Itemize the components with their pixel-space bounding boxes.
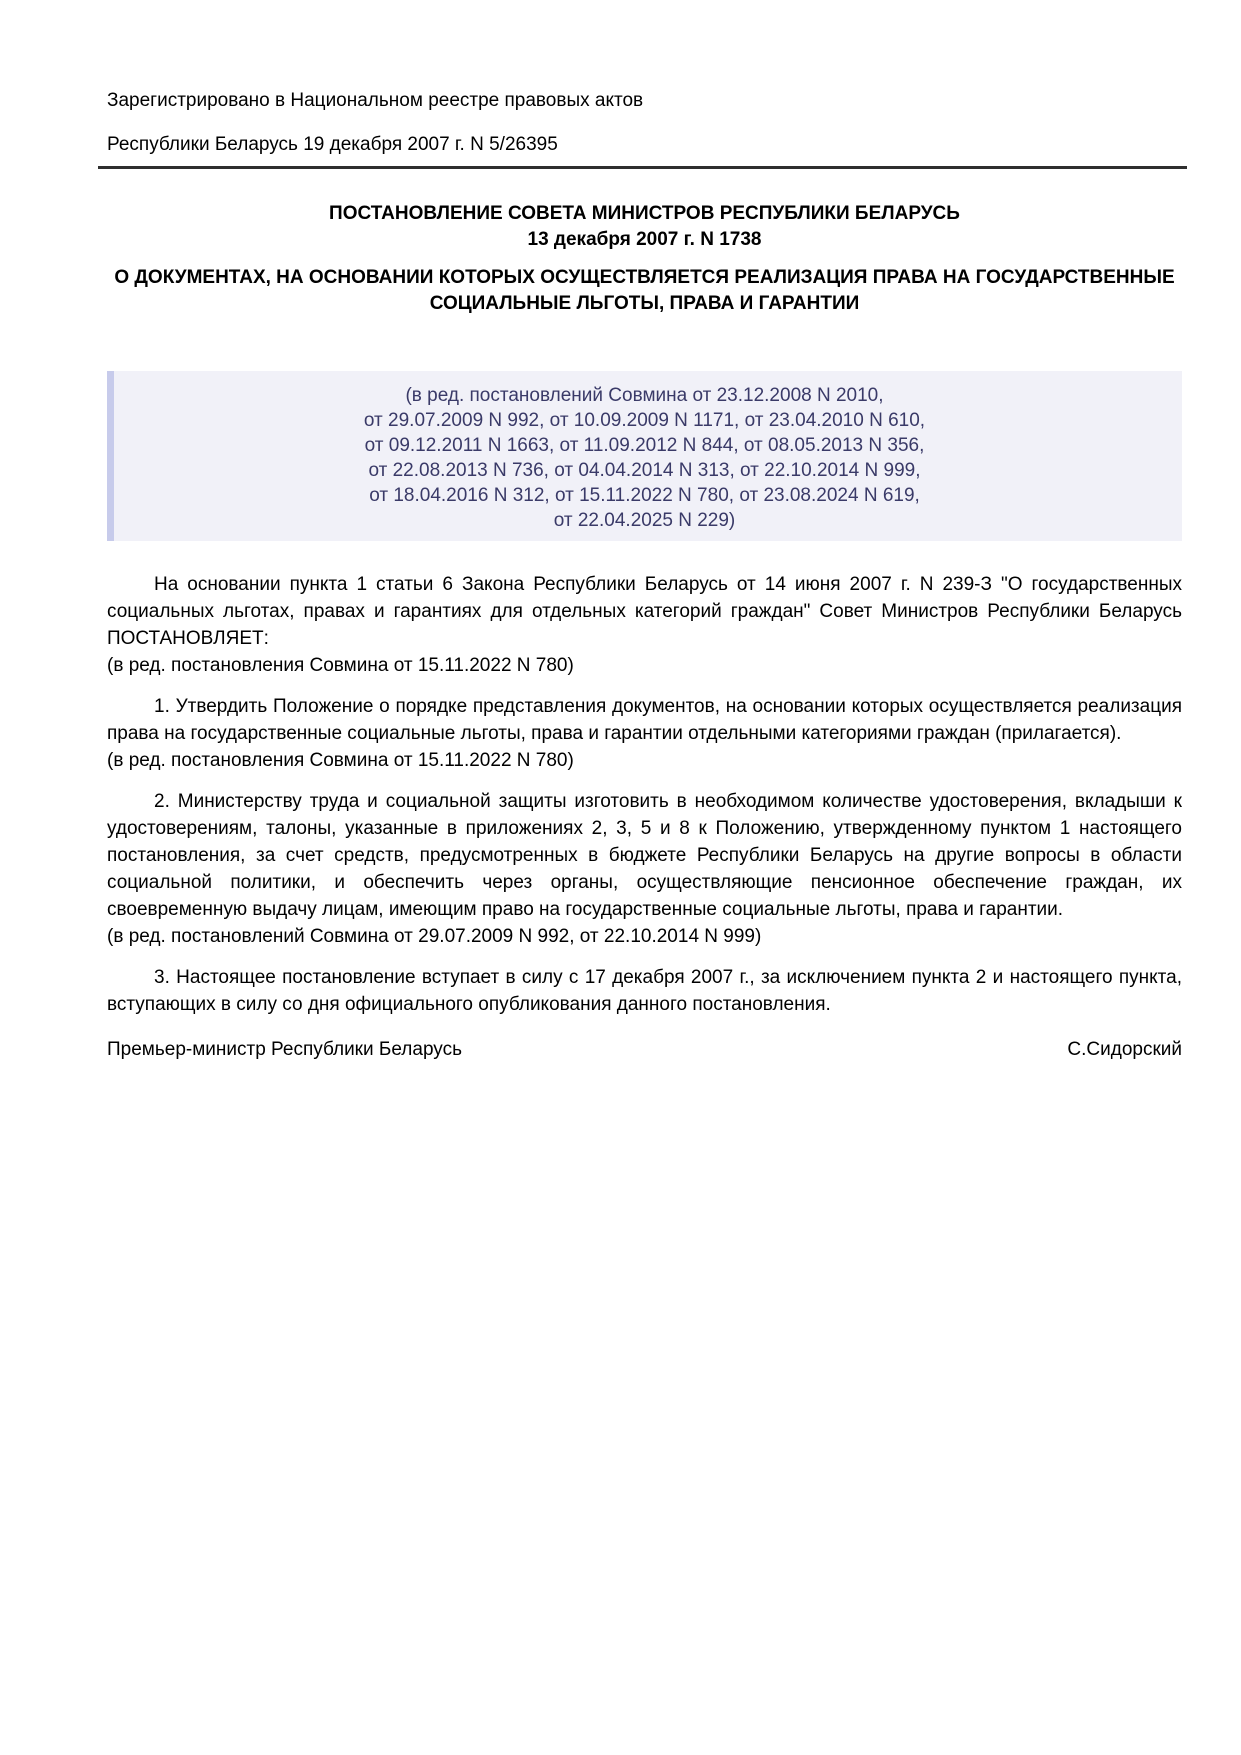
paragraph-item-2 xyxy=(107,788,1182,950)
amendment-line: от 22.04.2025 N 229) xyxy=(553,510,736,531)
paragraph-text: На основании пункта 1 статьи 6 Закона Республики Беларусь от 14 июня 2007 г. N 239-З "О государственных социальных льготах, правах и гарантиях для отдельных категорий граждан" Совет Министров Республики Беларусь ПОСТАНОВЛЯЕТ: xyxy=(107,574,1182,649)
paragraph-preamble xyxy=(107,571,1182,679)
paragraph-item-1 xyxy=(107,693,1182,774)
paragraph-edit-note: (в ред. постановлений Совмина от 29.07.2009 N 992, от 22.10.2014 N 999) xyxy=(107,926,762,947)
paragraph-text: 1. Утвердить Положение о порядке представления документов, на основании которых осуществляется реализация права на государственные социальные льготы, права и гарантии отдельными категориями граждан (прилагается). xyxy=(107,696,1182,744)
paragraph-edit-note: (в ред. постановления Совмина от 15.11.2022 N 780) xyxy=(107,655,574,676)
document-subject: О ДОКУМЕНТАХ, НА ОСНОВАНИИ КОТОРЫХ ОСУЩЕСТВЛЯЕТСЯ РЕАЛИЗАЦИЯ ПРАВА НА ГОСУДАРСТВЕННЫЕ СОЦИАЛЬНЫЕ ЛЬГОТЫ, ПРАВА И ГАРАНТИИ xyxy=(114,267,1175,314)
registration-line-2: Республики Беларусь 19 декабря 2007 г. N 5/26395 xyxy=(107,134,558,155)
amendment-line: от 22.08.2013 N 736, от 04.04.2014 N 313, от 22.10.2014 N 999, xyxy=(368,460,921,481)
amendment-line: от 18.04.2016 N 312, от 15.11.2022 N 780, от 23.08.2024 N 619, xyxy=(369,485,920,506)
paragraph-text: 3. Настоящее постановление вступает в силу с 17 декабря 2007 г., за исключением пункта 2 и настоящего пункта, вступающих в силу со дня официального опубликования данного постановления. xyxy=(107,967,1182,1015)
registration-line-1: Зарегистрировано в Национальном реестре правовых актов xyxy=(107,90,644,111)
document-date-number: 13 декабря 2007 г. N 1738 xyxy=(527,229,762,250)
document-title: ПОСТАНОВЛЕНИЕ СОВЕТА МИНИСТРОВ РЕСПУБЛИКИ БЕЛАРУСЬ xyxy=(329,203,960,224)
amendments-box xyxy=(107,371,1182,541)
amendment-line: от 09.12.2011 N 1663, от 11.09.2012 N 844, от 08.05.2013 N 356, xyxy=(364,435,925,456)
paragraph-edit-note: (в ред. постановления Совмина от 15.11.2022 N 780) xyxy=(107,750,574,771)
amendment-line: (в ред. постановлений Совмина от 23.12.2008 N 2010, xyxy=(405,385,884,406)
title-block xyxy=(107,201,1182,317)
paragraph-text: 2. Министерству труда и социальной защиты изготовить в необходимом количестве удостоверения, вкладыши к удостоверениям, талоны, указанные в приложениях 2, 3, 5 и 8 к Положению, утвержденному пунктом 1 настоящего постановления, за счет средств, предусмотренных в бюджете Республики Беларусь на другие вопросы в области социальной политики, и обеспечить через органы, осуществляющие пенсионное обеспечение граждан, их своевременную выдачу лицам, имеющим право на государственные социальные льготы, права и гарантии. xyxy=(107,791,1182,920)
header-divider xyxy=(98,166,1187,169)
document-body xyxy=(107,571,1182,1018)
signature-row xyxy=(107,1036,1182,1063)
paragraph-item-3 xyxy=(107,964,1182,1018)
signature-name: С.Сидорский xyxy=(1067,1039,1182,1060)
signature-position: Премьер-министр Республики Беларусь xyxy=(107,1039,462,1060)
registration-block xyxy=(107,0,1182,156)
amendment-line: от 29.07.2009 N 992, от 10.09.2009 N 1171, от 23.04.2010 N 610, xyxy=(363,410,926,431)
